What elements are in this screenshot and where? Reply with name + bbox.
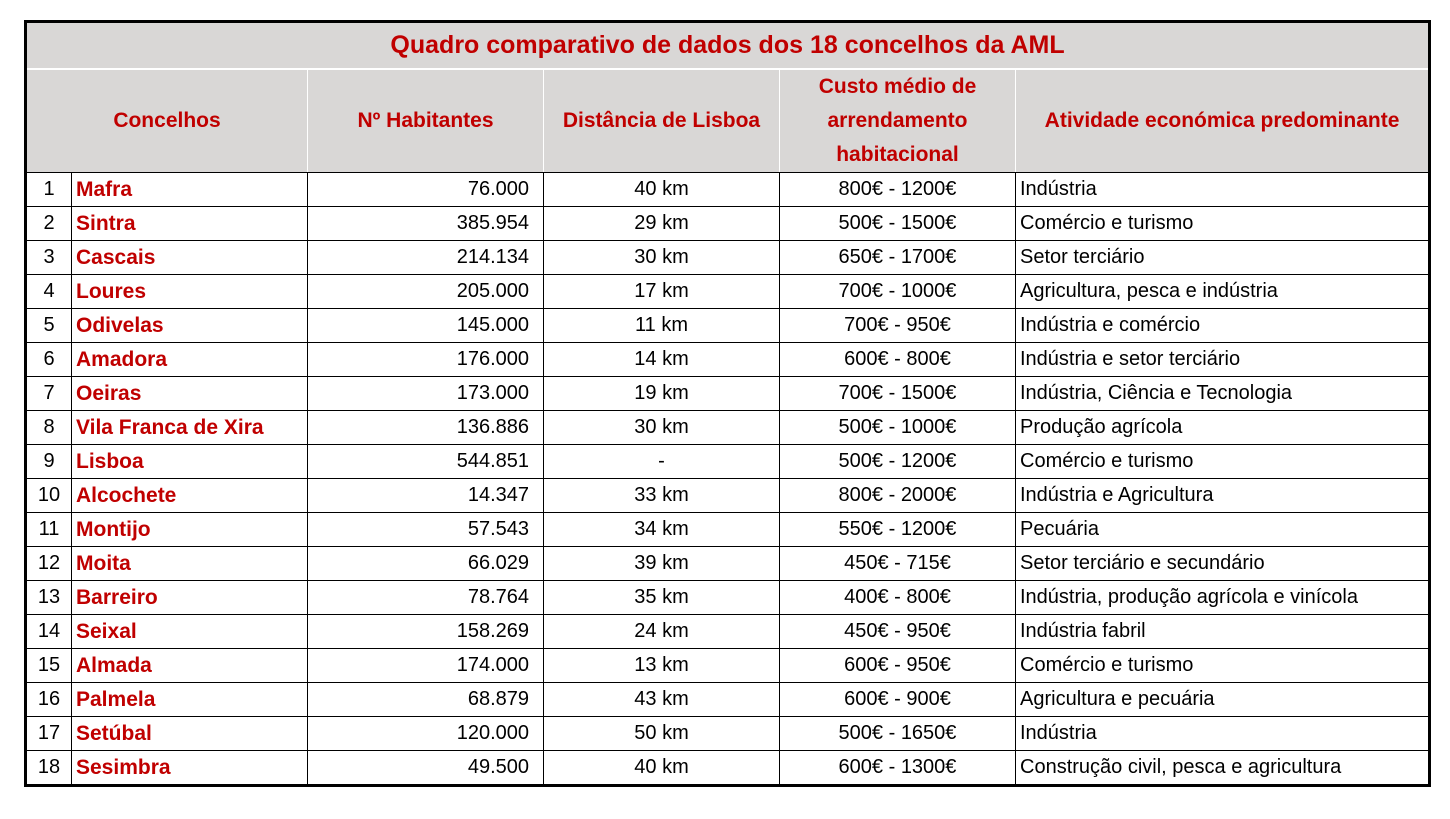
rent-cell: 800€ - 2000€	[780, 479, 1016, 513]
activity-cell: Comércio e turismo	[1016, 207, 1430, 241]
activity-cell: Setor terciário e secundário	[1016, 547, 1430, 581]
row-number: 9	[26, 445, 72, 479]
activity-cell: Indústria e setor terciário	[1016, 343, 1430, 377]
row-number: 11	[26, 513, 72, 547]
row-number: 18	[26, 751, 72, 786]
population-cell: 57.543	[308, 513, 544, 547]
rent-cell: 700€ - 1500€	[780, 377, 1016, 411]
distance-cell: 13 km	[544, 649, 780, 683]
rent-cell: 500€ - 1000€	[780, 411, 1016, 445]
population-cell: 145.000	[308, 309, 544, 343]
population-cell: 49.500	[308, 751, 544, 786]
population-cell: 78.764	[308, 581, 544, 615]
distance-cell: 11 km	[544, 309, 780, 343]
distance-cell: 14 km	[544, 343, 780, 377]
comparison-table	[24, 20, 1431, 787]
table-container	[24, 20, 1428, 787]
distance-cell: 17 km	[544, 275, 780, 309]
row-number: 6	[26, 343, 72, 377]
table-row	[26, 581, 1430, 615]
municipality-name: Setúbal	[72, 717, 308, 751]
municipality-name: Barreiro	[72, 581, 308, 615]
population-cell: 205.000	[308, 275, 544, 309]
municipality-name: Almada	[72, 649, 308, 683]
municipality-name: Oeiras	[72, 377, 308, 411]
rent-cell: 650€ - 1700€	[780, 241, 1016, 275]
rent-cell: 600€ - 950€	[780, 649, 1016, 683]
distance-cell: 33 km	[544, 479, 780, 513]
header-distancia: Distância de Lisboa	[544, 69, 780, 173]
municipality-name: Montijo	[72, 513, 308, 547]
activity-cell: Setor terciário	[1016, 241, 1430, 275]
row-number: 14	[26, 615, 72, 649]
rent-cell: 500€ - 1500€	[780, 207, 1016, 241]
rent-cell: 700€ - 1000€	[780, 275, 1016, 309]
activity-cell: Pecuária	[1016, 513, 1430, 547]
municipality-name: Amadora	[72, 343, 308, 377]
rent-cell: 450€ - 715€	[780, 547, 1016, 581]
population-cell: 76.000	[308, 173, 544, 207]
population-cell: 136.886	[308, 411, 544, 445]
row-number: 2	[26, 207, 72, 241]
municipality-name: Sintra	[72, 207, 308, 241]
distance-cell: 43 km	[544, 683, 780, 717]
municipality-name: Moita	[72, 547, 308, 581]
municipality-name: Cascais	[72, 241, 308, 275]
table-row	[26, 479, 1430, 513]
row-number: 5	[26, 309, 72, 343]
population-cell: 14.347	[308, 479, 544, 513]
row-number: 1	[26, 173, 72, 207]
rent-cell: 400€ - 800€	[780, 581, 1016, 615]
row-number: 13	[26, 581, 72, 615]
population-cell: 385.954	[308, 207, 544, 241]
municipality-name: Mafra	[72, 173, 308, 207]
activity-cell: Indústria, Ciência e Tecnologia	[1016, 377, 1430, 411]
row-number: 4	[26, 275, 72, 309]
distance-cell: 34 km	[544, 513, 780, 547]
distance-cell: 40 km	[544, 751, 780, 786]
activity-cell: Comércio e turismo	[1016, 649, 1430, 683]
row-number: 7	[26, 377, 72, 411]
activity-cell: Indústria fabril	[1016, 615, 1430, 649]
table-row	[26, 309, 1430, 343]
distance-cell: 29 km	[544, 207, 780, 241]
table-row	[26, 343, 1430, 377]
table-row	[26, 649, 1430, 683]
population-cell: 158.269	[308, 615, 544, 649]
table-row	[26, 683, 1430, 717]
municipality-name: Alcochete	[72, 479, 308, 513]
table-body	[26, 173, 1430, 786]
row-number: 10	[26, 479, 72, 513]
municipality-name: Seixal	[72, 615, 308, 649]
population-cell: 173.000	[308, 377, 544, 411]
population-cell: 66.029	[308, 547, 544, 581]
municipality-name: Lisboa	[72, 445, 308, 479]
activity-cell: Agricultura, pesca e indústria	[1016, 275, 1430, 309]
rent-cell: 550€ - 1200€	[780, 513, 1016, 547]
municipality-name: Odivelas	[72, 309, 308, 343]
table-row	[26, 411, 1430, 445]
population-cell: 176.000	[308, 343, 544, 377]
title-row	[26, 22, 1430, 70]
activity-cell: Agricultura e pecuária	[1016, 683, 1430, 717]
row-number: 17	[26, 717, 72, 751]
table-row	[26, 377, 1430, 411]
table-row	[26, 207, 1430, 241]
distance-cell: 35 km	[544, 581, 780, 615]
table-row	[26, 173, 1430, 207]
row-number: 8	[26, 411, 72, 445]
rent-cell: 600€ - 1300€	[780, 751, 1016, 786]
municipality-name: Sesimbra	[72, 751, 308, 786]
activity-cell: Comércio e turismo	[1016, 445, 1430, 479]
activity-cell: Produção agrícola	[1016, 411, 1430, 445]
municipality-name: Vila Franca de Xira	[72, 411, 308, 445]
distance-cell: -	[544, 445, 780, 479]
rent-cell: 500€ - 1650€	[780, 717, 1016, 751]
activity-cell: Construção civil, pesca e agricultura	[1016, 751, 1430, 786]
header-custo: Custo médio de arrendamento habitacional	[780, 69, 1016, 173]
table-row	[26, 275, 1430, 309]
activity-cell: Indústria e comércio	[1016, 309, 1430, 343]
rent-cell: 600€ - 800€	[780, 343, 1016, 377]
distance-cell: 39 km	[544, 547, 780, 581]
distance-cell: 30 km	[544, 241, 780, 275]
municipality-name: Loures	[72, 275, 308, 309]
population-cell: 174.000	[308, 649, 544, 683]
table-row	[26, 751, 1430, 786]
row-number: 15	[26, 649, 72, 683]
population-cell: 68.879	[308, 683, 544, 717]
municipality-name: Palmela	[72, 683, 308, 717]
row-number: 12	[26, 547, 72, 581]
table-row	[26, 513, 1430, 547]
distance-cell: 19 km	[544, 377, 780, 411]
distance-cell: 30 km	[544, 411, 780, 445]
population-cell: 120.000	[308, 717, 544, 751]
population-cell: 544.851	[308, 445, 544, 479]
activity-cell: Indústria e Agricultura	[1016, 479, 1430, 513]
distance-cell: 24 km	[544, 615, 780, 649]
rent-cell: 450€ - 950€	[780, 615, 1016, 649]
table-row	[26, 717, 1430, 751]
rent-cell: 600€ - 900€	[780, 683, 1016, 717]
table-title: Quadro comparativo de dados dos 18 concelhos da AML	[26, 22, 1430, 70]
header-atividade: Atividade económica predominante	[1016, 69, 1430, 173]
table-row	[26, 547, 1430, 581]
rent-cell: 500€ - 1200€	[780, 445, 1016, 479]
activity-cell: Indústria, produção agrícola e vinícola	[1016, 581, 1430, 615]
population-cell: 214.134	[308, 241, 544, 275]
distance-cell: 40 km	[544, 173, 780, 207]
distance-cell: 50 km	[544, 717, 780, 751]
header-concelhos: Concelhos	[26, 69, 308, 173]
table-row	[26, 241, 1430, 275]
row-number: 3	[26, 241, 72, 275]
header-row	[26, 69, 1430, 173]
row-number: 16	[26, 683, 72, 717]
activity-cell: Indústria	[1016, 717, 1430, 751]
header-habitantes: Nº Habitantes	[308, 69, 544, 173]
rent-cell: 800€ - 1200€	[780, 173, 1016, 207]
table-row	[26, 445, 1430, 479]
activity-cell: Indústria	[1016, 173, 1430, 207]
table-row	[26, 615, 1430, 649]
rent-cell: 700€ - 950€	[780, 309, 1016, 343]
